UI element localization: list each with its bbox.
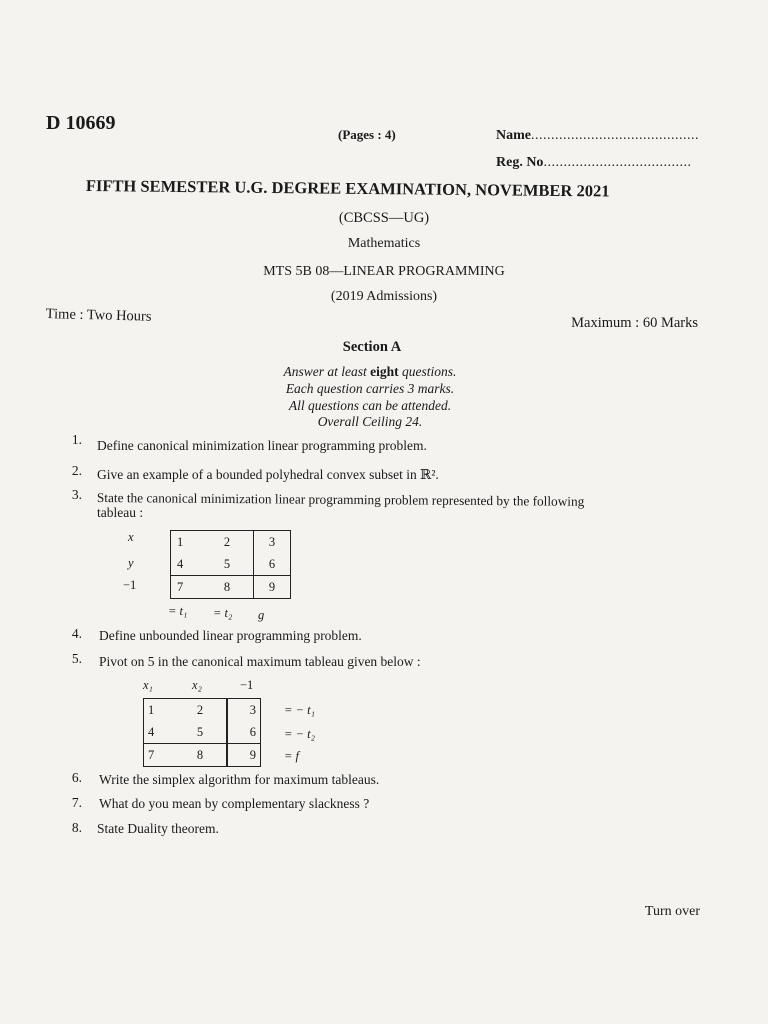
question-text: Give an example of a bounded polyhedral convex subset in ℝ². — [97, 467, 439, 482]
tableau-cell: 3 — [249, 702, 256, 717]
col-label: −1 — [240, 678, 254, 692]
question-text: Define unbounded linear programming problem. — [99, 628, 362, 643]
question-number: 5. — [71, 651, 82, 666]
tableau-cell: 2 — [196, 702, 204, 717]
tableau-cell: 2 — [223, 534, 231, 549]
section-title: Section A — [342, 339, 402, 355]
instruction-2: Each question carries 3 marks. — [285, 381, 455, 396]
admissions: (2019 Admissions) — [330, 289, 438, 304]
exam-title: FIFTH SEMESTER U.G. DEGREE EXAMINATION, NOVEMBER 2021 — [85, 176, 610, 201]
tableau-cell: 1 — [177, 534, 184, 549]
question-number: 8. — [71, 820, 82, 835]
question-text: Define canonical minimization linear programming problem. — [97, 438, 427, 453]
tableau-2-divider-inner — [226, 699, 258, 765]
question-text: Write the simplex algorithm for maximum tableaus. — [99, 772, 380, 787]
instruction-4: Overall Ceiling 24. — [317, 414, 423, 429]
exam-time: Time : Two Hours — [45, 306, 152, 325]
exam-scheme: (CBCSS—UG) — [338, 210, 430, 226]
tableau-cell: 9 — [249, 747, 256, 762]
tableau-cell: 8 — [223, 579, 231, 594]
tableau-1-grid — [170, 530, 291, 599]
tableau-cell: 7 — [177, 579, 184, 594]
tableau-cell: 4 — [177, 556, 184, 571]
tableau-cell: 5 — [196, 724, 204, 739]
instruction-1 — [0, 364, 740, 380]
question-number: 7. — [71, 795, 82, 810]
turn-over-note: Turn over — [644, 904, 700, 919]
row-label: −1 — [123, 578, 137, 592]
paper-code: D 10669 — [46, 112, 116, 134]
row-label: x — [128, 530, 134, 544]
name-field — [496, 128, 699, 144]
question-text: Pivot on 5 in the canonical maximum tableau given below : — [99, 654, 421, 669]
course-title: MTS 5B 08—LINEAR PROGRAMMING — [263, 264, 505, 279]
row-label: = − t₁ — [284, 703, 315, 717]
row-label: = f — [284, 749, 300, 763]
tableau-cell: 6 — [254, 553, 291, 576]
tableau-cell: 3 — [254, 531, 291, 554]
row-label: y — [128, 556, 134, 570]
question-text: State the canonical minimization linear programming problem represented by the following — [96, 490, 585, 509]
tableau-cell: 7 — [148, 747, 155, 762]
col-label: x₁ — [143, 678, 153, 692]
tableau-cell: 8 — [196, 747, 204, 762]
instruction-1a: Answer at least — [283, 364, 371, 379]
col-label: = t₁ — [168, 604, 188, 618]
tableau-cell: 5 — [223, 556, 231, 571]
row-label: = − t₂ — [284, 727, 315, 741]
question-text: What do you mean by complementary slackness ? — [99, 796, 370, 811]
question-number: 2. — [71, 463, 82, 478]
question-text: State Duality theorem. — [97, 821, 219, 836]
instruction-1c: questions. — [398, 364, 457, 379]
regno-blank: ..................................... — [543, 155, 692, 170]
regno-label: Reg. No — [496, 155, 544, 170]
instruction-3: All questions can be attended. — [288, 398, 452, 413]
question-number: 4. — [71, 626, 82, 641]
tableau-cell: 6 — [249, 724, 256, 739]
question-number: 1. — [71, 432, 82, 447]
col-label: g — [258, 608, 265, 622]
instruction-1b: eight — [370, 364, 399, 379]
col-label: x₂ — [192, 678, 202, 692]
tableau-cell: 4 — [148, 724, 155, 739]
tableau-cell: 9 — [254, 576, 291, 599]
col-label: = t₂ — [213, 606, 233, 620]
question-number: 6. — [71, 770, 82, 785]
max-marks: Maximum : 60 Marks — [571, 315, 698, 331]
page-count: (Pages : 4) — [338, 127, 396, 142]
question-text-cont: tableau : — [97, 505, 144, 520]
question-number: 3. — [71, 487, 82, 502]
tableau-cell: 1 — [148, 702, 155, 717]
name-blank: .......................................... — [531, 128, 699, 143]
name-label: Name — [496, 128, 531, 143]
exam-subject: Mathematics — [347, 236, 421, 251]
regno-field — [496, 155, 691, 171]
